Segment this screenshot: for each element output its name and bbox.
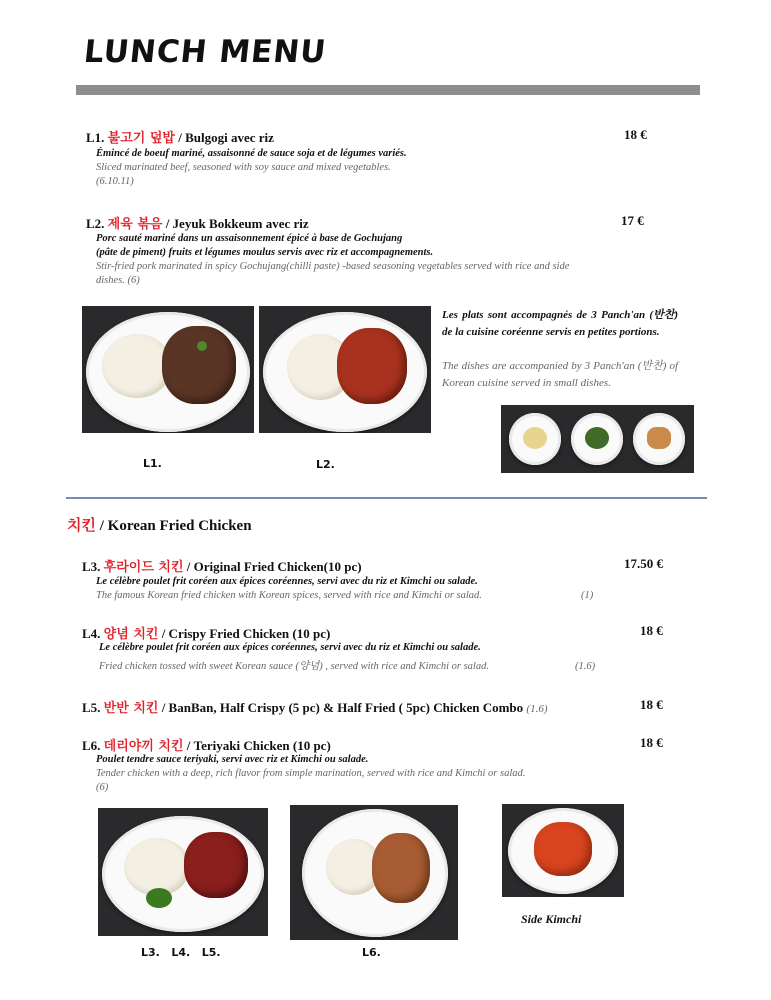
menu-item-l2-desc-en-1: Stir-fried pork marinated in spicy Gochujang(chilli paste) -based seasoning vegetables served with rice and side: [96, 261, 570, 272]
item-code: L1.: [86, 130, 105, 145]
caption-l2: L2.: [316, 458, 335, 471]
panchan-note-en: The dishes are accompanied by 3 Panch'an (반찬) of Korean cuisine served in small dishes.: [442, 360, 678, 389]
caption-l3-l4-l5: [141, 946, 221, 959]
item-korean-name: 반반 치킨: [103, 701, 159, 716]
menu-item-l4-price: 18 €: [640, 623, 663, 638]
item-code: L5.: [82, 700, 101, 715]
photo-side-kimchi: [502, 804, 624, 897]
section-name: / Korean Fried Chicken: [99, 518, 252, 534]
menu-item-l5-price: 18 €: [640, 697, 663, 712]
menu-item-l5-heading: [82, 697, 548, 716]
menu-item-l3-heading: [82, 556, 362, 575]
menu-item-l2-heading: [86, 213, 309, 232]
menu-item-l1-price: 18 €: [624, 127, 647, 142]
item-code: L6.: [82, 738, 101, 753]
menu-item-l6-desc-fr: Poulet tendre sauce teriyaki, servi avec riz et Kimchi ou salade.: [96, 754, 369, 765]
item-korean-name: 후라이드 치킨: [103, 560, 184, 575]
menu-item-l3-desc-en: The famous Korean fried chicken with Korean spices, served with rice and Kimchi or salad.: [96, 590, 482, 601]
photo-l3-l4-l5-chicken: [98, 808, 268, 936]
page-title: LUNCH MENU: [82, 34, 329, 70]
menu-item-l3-allergens: (1): [581, 590, 594, 601]
item-korean-name: 데리야끼 치킨: [103, 739, 184, 754]
caption-l3: L3.: [141, 946, 160, 959]
item-korean-name: 불고기 덮밥: [107, 131, 175, 146]
menu-item-l4-desc-fr: Le célèbre poulet frit coréen aux épices coréennes, servi avec du riz et Kimchi ou salade.: [99, 642, 481, 653]
menu-item-l4-allergens: (1.6): [575, 661, 596, 672]
menu-item-l3-desc-fr: Le célèbre poulet frit coréen aux épices coréennes, servi avec du riz et Kimchi ou salade.: [96, 576, 478, 587]
item-name: / Crispy Fried Chicken (10 pc): [161, 626, 331, 641]
menu-item-l6-desc-en: Tender chicken with a deep, rich flavor from simple marination, served with rice and Kimchi or salad.: [96, 768, 526, 779]
caption-side-kimchi: Side Kimchi: [521, 912, 582, 926]
photo-panchan-side-dishes: [501, 405, 694, 473]
title-divider: [76, 85, 700, 95]
menu-item-l1-allergens: (6.10.11): [96, 176, 134, 187]
caption-l4: L4.: [171, 946, 191, 959]
item-name: / Bulgogi avec riz: [178, 130, 274, 145]
item-allergens: (1.6): [526, 703, 548, 715]
photo-l1-bulgogi: [82, 306, 254, 433]
item-code: L4.: [82, 626, 101, 641]
photo-l2-jeyuk: [259, 306, 431, 433]
menu-item-l2-desc-en-2: dishes. (6): [96, 275, 140, 286]
item-code: L2.: [86, 216, 105, 231]
caption-l6: L6.: [362, 946, 381, 959]
menu-item-l4-heading: [82, 623, 330, 642]
item-korean-name: 제육 볶음: [107, 217, 163, 232]
section-divider: [66, 497, 707, 499]
photo-l6-teriyaki: [290, 805, 458, 940]
menu-item-l2-price: 17 €: [621, 213, 644, 228]
caption-l1: L1.: [143, 457, 162, 470]
menu-item-l1-desc-fr: Émincé de boeuf mariné, assaisonné de sauce soja et de légumes variés.: [96, 148, 407, 159]
menu-item-l6-heading: [82, 735, 331, 754]
section-heading-fried-chicken: [67, 514, 252, 535]
item-korean-name: 양념 치킨: [103, 627, 159, 642]
menu-item-l2-desc-fr-2: (pâte de piment) fruits et légumes moulus servis avec riz et accompagnements.: [96, 247, 434, 258]
menu-item-l1-desc-en: Sliced marinated beef, seasoned with soy sauce and mixed vegetables.: [96, 162, 391, 173]
item-code: L3.: [82, 559, 101, 574]
menu-item-l3-price: 17.50 €: [624, 556, 663, 571]
menu-item-l2-desc-fr-1: Porc sauté mariné dans un assaisonnement épicé à base de Gochujang: [96, 233, 403, 244]
item-name: / Teriyaki Chicken (10 pc): [186, 738, 331, 753]
menu-item-l1-heading: [86, 127, 274, 146]
section-korean-name: 치킨: [67, 516, 96, 534]
panchan-note-fr: Les plats sont accompagnés de 3 Panch'an (반찬) de la cuisine coréenne servis en petites portions.: [442, 309, 678, 338]
menu-item-l6-price: 18 €: [640, 735, 663, 750]
menu-item-l4-desc-en: Fried chicken tossed with sweet Korean sauce (양념) , served with rice and Kimchi or salad.: [99, 661, 489, 672]
item-name: / Jeyuk Bokkeum avec riz: [165, 216, 309, 231]
menu-item-l6-allergens: (6): [96, 782, 109, 793]
item-name: / BanBan, Half Crispy (5 pc) & Half Fried ( 5pc) Chicken Combo: [161, 700, 524, 715]
item-name: / Original Fried Chicken(10 pc): [186, 559, 362, 574]
caption-l5: L5.: [201, 946, 221, 959]
